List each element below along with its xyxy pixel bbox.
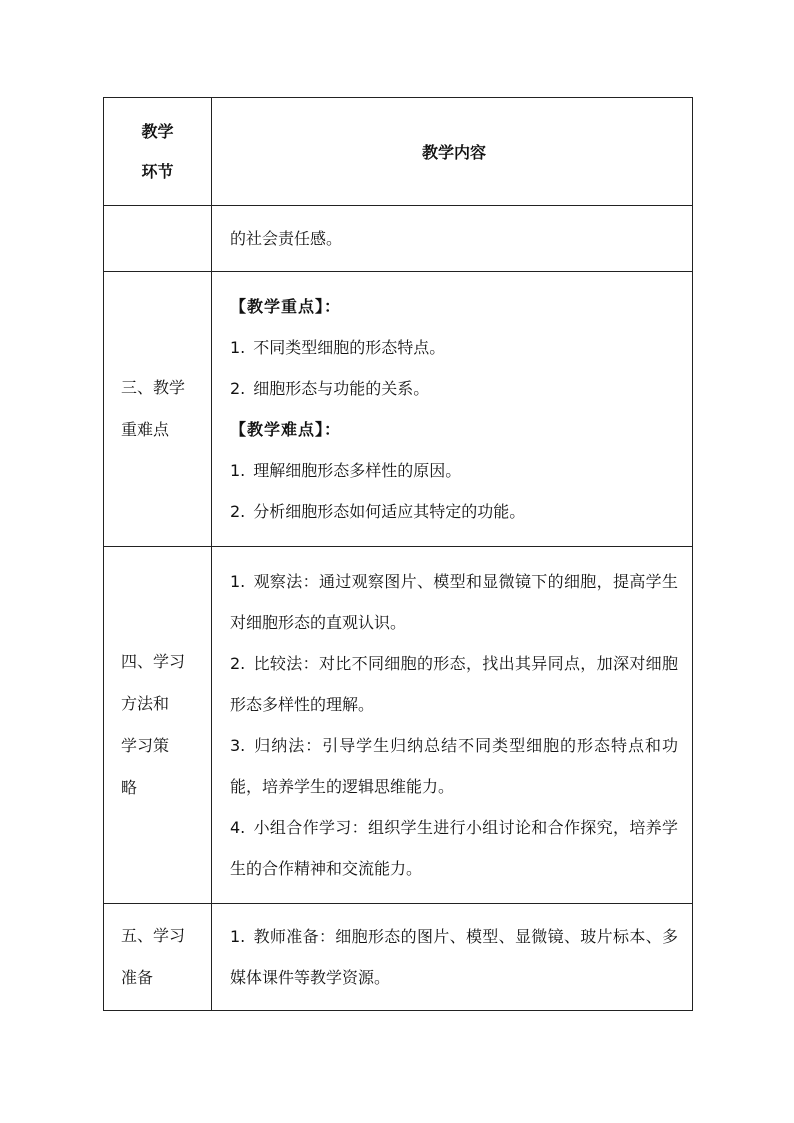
continuation-text: 的社会责任感。 bbox=[230, 229, 343, 248]
item-number: 1. bbox=[230, 461, 246, 480]
difficulty-label: 【教学难点】： bbox=[230, 420, 342, 439]
list-item bbox=[230, 807, 678, 889]
item-number: 2. bbox=[230, 502, 246, 521]
item-text: 分析细胞形态如何适应其特定的功能。 bbox=[253, 502, 526, 521]
stage-header-cell bbox=[104, 98, 212, 206]
focus-label: 【教学重点】： bbox=[230, 297, 342, 316]
item-number: 1. bbox=[230, 338, 246, 357]
item-number: 3. bbox=[230, 736, 246, 755]
list-item bbox=[230, 916, 678, 998]
table-row-preparation bbox=[104, 904, 693, 1011]
focus-heading bbox=[230, 286, 678, 327]
stage-cell-methods bbox=[104, 547, 212, 904]
content-cell-methods bbox=[212, 547, 693, 904]
stage-label-line: 学习策 bbox=[121, 736, 170, 755]
stage-cell-key-points bbox=[104, 272, 212, 547]
item-text: 不同类型细胞的形态特点。 bbox=[253, 338, 446, 357]
content-cell-continuation bbox=[212, 206, 693, 272]
item-text: 归纳法：引导学生归纳总结不同类型细胞的形态特点和功能，培养学生的逻辑思维能力。 bbox=[230, 736, 678, 796]
item-number: 2. bbox=[230, 654, 246, 673]
item-number: 1. bbox=[230, 927, 246, 946]
stage-label-line: 略 bbox=[121, 778, 138, 797]
item-text: 小组合作学习：组织学生进行小组讨论和合作探究，培养学生的合作精神和交流能力。 bbox=[230, 818, 678, 878]
item-text: 比较法：对比不同细胞的形态，找出其异同点，加深对细胞形态多样性的理解。 bbox=[230, 654, 678, 714]
content-header-cell: 教学内容 bbox=[212, 98, 693, 206]
table-header-row bbox=[104, 98, 693, 206]
stage-label-line: 四、学习 bbox=[121, 652, 186, 671]
stage-label-line: 三、教学 bbox=[121, 378, 186, 397]
stage-cell-preparation bbox=[104, 904, 212, 1011]
difficulty-heading bbox=[230, 409, 678, 450]
list-item bbox=[230, 368, 678, 409]
stage-label-line: 准备 bbox=[121, 968, 154, 987]
content-cell-preparation bbox=[212, 904, 693, 1011]
item-number: 4. bbox=[230, 818, 246, 837]
stage-label-line: 重难点 bbox=[121, 420, 170, 439]
list-item bbox=[230, 561, 678, 643]
list-item bbox=[230, 491, 678, 532]
list-item bbox=[230, 327, 678, 368]
table-row-continuation bbox=[104, 206, 693, 272]
item-number: 1. bbox=[230, 572, 246, 591]
table-row-methods bbox=[104, 547, 693, 904]
list-item bbox=[230, 450, 678, 491]
list-item bbox=[230, 643, 678, 725]
item-text: 教师准备：细胞形态的图片、模型、显微镜、玻片标本、多媒体课件等教学资源。 bbox=[230, 927, 678, 987]
stage-header-line: 教学 bbox=[141, 121, 174, 141]
item-text: 细胞形态与功能的关系。 bbox=[253, 379, 430, 398]
item-number: 2. bbox=[230, 379, 246, 398]
lesson-plan-table bbox=[103, 97, 693, 1011]
list-item bbox=[230, 725, 678, 807]
content-cell-key-points bbox=[212, 272, 693, 547]
stage-label-line: 五、学习 bbox=[121, 926, 186, 945]
item-text: 观察法：通过观察图片、模型和显微镜下的细胞，提高学生对细胞形态的直观认识。 bbox=[230, 572, 678, 632]
stage-label-line: 方法和 bbox=[121, 694, 170, 713]
stage-header-line: 环节 bbox=[141, 161, 174, 181]
stage-cell-empty bbox=[104, 206, 212, 272]
table-row-key-points bbox=[104, 272, 693, 547]
item-text: 理解细胞形态多样性的原因。 bbox=[253, 461, 462, 480]
